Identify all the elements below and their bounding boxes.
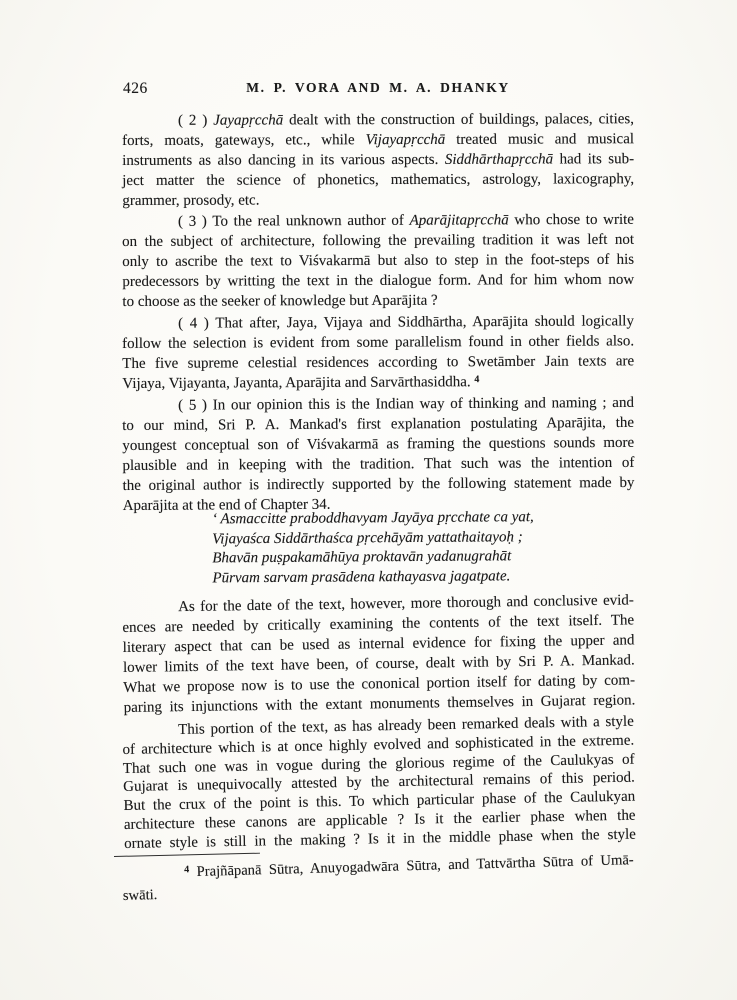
text-line: on the subject of architecture, following the prevailing tradition it was left not xyxy=(122,231,635,250)
text-line: But the crux of the point is this. To which particular phase of the Caulukyan xyxy=(123,788,636,815)
text-line: literary aspect that can be used as internal evidence for fixing the upper and xyxy=(122,632,635,656)
text-line: This portion of the text, as has already been remarked deals with a style xyxy=(178,713,634,738)
page-number: 426 xyxy=(123,80,148,97)
text-line: architecture these canons are applicable ? Is it the earlier phase when the xyxy=(123,807,636,833)
text-line: Vijaya, Vijayanta, Jayanta, Aparājita and Sarvārthasiddha. $^4$ xyxy=(122,374,480,392)
paragraph-4 xyxy=(122,311,634,394)
text-line: grammer, prosody, etc. xyxy=(122,192,260,209)
text-body xyxy=(122,111,637,991)
text-line: of architecture which is at once highly evolved and sophisticated in the extreme. xyxy=(122,732,635,758)
text-line: ( 4 ) That after, Jaya, Vijaya and Siddhārtha, Aparājita should logically xyxy=(178,313,634,332)
text-line: youngest conceptual son of Viśvakarmā as framing the questions sounds more xyxy=(122,434,635,454)
text-line: As for the date of the text, however, more thorough and conclusive evid- xyxy=(178,592,634,616)
text-line: ‘ Asmaccitte praboddhavyam Jayāya pṛcchate ca yat, xyxy=(212,509,534,528)
text-line: The five supreme celestial residences according to Swetāmber Jain texts are xyxy=(122,353,635,372)
text-line: ( 5 ) In our opinion this is the Indian way of thinking and naming ; and xyxy=(178,394,634,414)
text-line: What we propose now is to use the cononical portion itself for dating by com- xyxy=(123,672,636,696)
text-line: forts, moats, gateways, etc., while Vijayapṛcchā treated music and musical xyxy=(122,131,635,149)
text-line: Pūrvam sarvam prasādena kathayasva jagatpate. xyxy=(212,567,511,586)
footnote xyxy=(122,849,635,907)
paragraph-2 xyxy=(122,109,634,211)
text-line: Vijayaśca Siddārthaśca pṛcehāyām yattathaitayoḥ ; xyxy=(212,528,523,547)
text-line: Gujarat is unequivocally attested by the architectural remains of this period. xyxy=(123,770,635,796)
text-line: swāti. xyxy=(122,887,158,904)
paragraph-5 xyxy=(122,393,635,516)
text-line: to our mind, Sri P. A. Mankad's first explanation postulating Aparājita, the xyxy=(122,414,635,434)
text-line: lower limits of the text have been, of course, dealt with by Sri P. A. Mankad. xyxy=(122,652,635,676)
paragraph-3 xyxy=(122,210,634,312)
text-line: to choose as the seeker of knowledge but Aparājita ? xyxy=(122,292,438,310)
text-line: ( 3 ) To the real unknown author of Aparājitapṛcchā who chose to write xyxy=(178,211,634,230)
text-line: $^4$ Prajñāpanā Sūtra, Anuyogadwāra Sūtra, and Tattvārtha Sūtra of Umā- xyxy=(184,852,634,881)
text-line: Bhavān puṣpakamāhūya proktavān yadanugrahāt xyxy=(212,548,512,567)
running-head xyxy=(122,79,634,97)
text-line: instruments as also dancing in its various aspects. Siddhārthapṛcchā had its sub- xyxy=(122,151,635,169)
text-line: ornate style is still in the making ? Is it in the middle phase when the style xyxy=(124,826,637,852)
text-line: That such one was in vogue during the glorious regime of the Caulukyas of xyxy=(122,751,635,777)
text-line: ject matter the science of phonetics, mathematics, astrology, laxicography, xyxy=(122,171,635,189)
text-line: predecessors by writting the text in the dialogue form. And for him whom now xyxy=(122,271,635,290)
text-line: plausible and in keeping with the tradition. That such was the intention of xyxy=(122,454,635,474)
paragraph-6 xyxy=(122,590,636,718)
paragraph-7 xyxy=(122,713,636,854)
text-line: Aparājita at the end of Chapter 34. xyxy=(122,496,331,514)
sanskrit-verse-block xyxy=(122,507,635,589)
text-line: paring its injunctions with the extant monuments themselves in Gujarat region. xyxy=(123,692,636,716)
text-line: the original author is indirectly supported by the following statement made by xyxy=(122,474,635,494)
running-header-title: M. P. VORA AND M. A. DHANKY xyxy=(246,80,510,95)
text-line: ( 2 ) Jayapṛcchā dealt with the construction of buildings, palaces, cities, xyxy=(178,111,634,129)
text-line: ences are needed by critically examining the contents of the text itself. The xyxy=(122,612,635,636)
text-line: only to ascribe the text to Viśvakarmā but also to step in the foot-steps of his xyxy=(122,251,635,270)
text-line: follow the selection is evident from some parallelism found in other fields also. xyxy=(122,333,635,352)
